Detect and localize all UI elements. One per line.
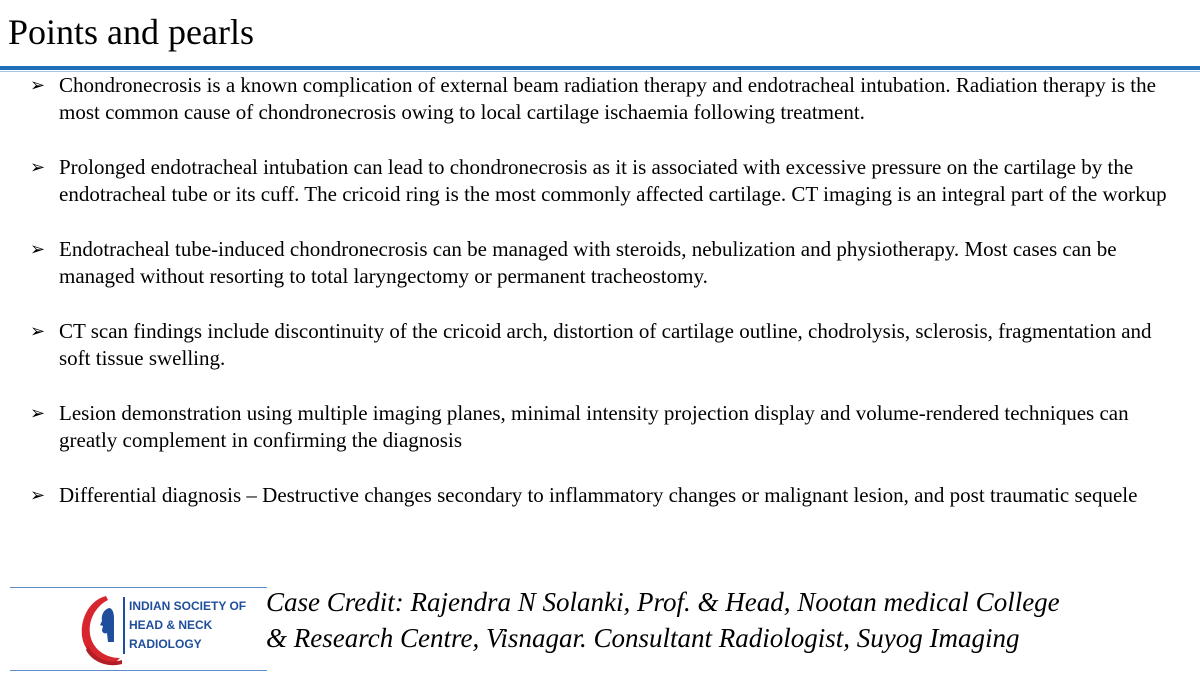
point-text: Prolonged endotracheal intubation can lead to chondronecrosis as it is associated with excessive pressure on the cartilage by the endotracheal tube or its cuff. The cricoid ring is the most commonly affected cartilage. CT imaging is an integral part of the workup: [59, 155, 1167, 206]
point-text: Chondronecrosis is a known complication of external beam radiation therapy and endotracheal intubation. Radiation therapy is the most common cause of chondronecrosis owing to local cartilage ischaemia following treatment.: [59, 73, 1156, 124]
point-item: [30, 72, 1175, 126]
case-credit-line: Case Credit: Rajendra N Solanki, Prof. & Head, Nootan medical College: [266, 587, 1060, 617]
logo-line: RADIOLOGY: [129, 637, 202, 651]
point-text: Differential diagnosis – Destructive changes secondary to inflammatory changes or malignant lesion, and post traumatic sequele: [59, 483, 1138, 507]
head-neck-logo-icon: [76, 590, 126, 668]
title-divider: [0, 66, 1200, 70]
case-credit-line: & Research Centre, Visnagar. Consultant Radiologist, Suyog Imaging: [266, 623, 1020, 653]
point-item: [30, 318, 1175, 372]
slide-title: Points and pearls: [8, 12, 254, 52]
point-text: Endotracheal tube-induced chondronecrosis can be managed with steroids, nebulization and physiotherapy. Most cases can be managed without resorting to total laryngectomy or permanent tracheostomy.: [59, 237, 1117, 288]
footer-divider-top: [10, 587, 267, 588]
point-item: [30, 482, 1175, 509]
arrowhead-bullet-icon: ➢: [30, 321, 46, 341]
points-list: [30, 72, 1175, 509]
logo-line: HEAD & NECK: [129, 618, 213, 632]
arrowhead-bullet-icon: ➢: [30, 239, 46, 259]
point-text: Lesion demonstration using multiple imaging planes, minimal intensity projection display and volume-rendered techniques can greatly complement in confirming the diagnosis: [59, 401, 1129, 452]
society-logo: [76, 590, 266, 668]
point-item: [30, 400, 1175, 454]
case-credit: [266, 584, 1191, 656]
point-text: CT scan findings include discontinuity of the cricoid arch, distortion of cartilage outline, chodrolysis, sclerosis, fragmentation and soft tissue swelling.: [59, 319, 1152, 370]
logo-line: INDIAN SOCIETY OF: [129, 599, 247, 613]
arrowhead-bullet-icon: ➢: [30, 403, 46, 423]
footer-divider-bottom: [10, 670, 267, 671]
arrowhead-bullet-icon: ➢: [30, 157, 46, 177]
point-item: [30, 154, 1175, 208]
logo-wordmark: [123, 597, 246, 654]
point-item: [30, 236, 1175, 290]
arrowhead-bullet-icon: ➢: [30, 75, 46, 95]
arrowhead-bullet-icon: ➢: [30, 485, 46, 505]
